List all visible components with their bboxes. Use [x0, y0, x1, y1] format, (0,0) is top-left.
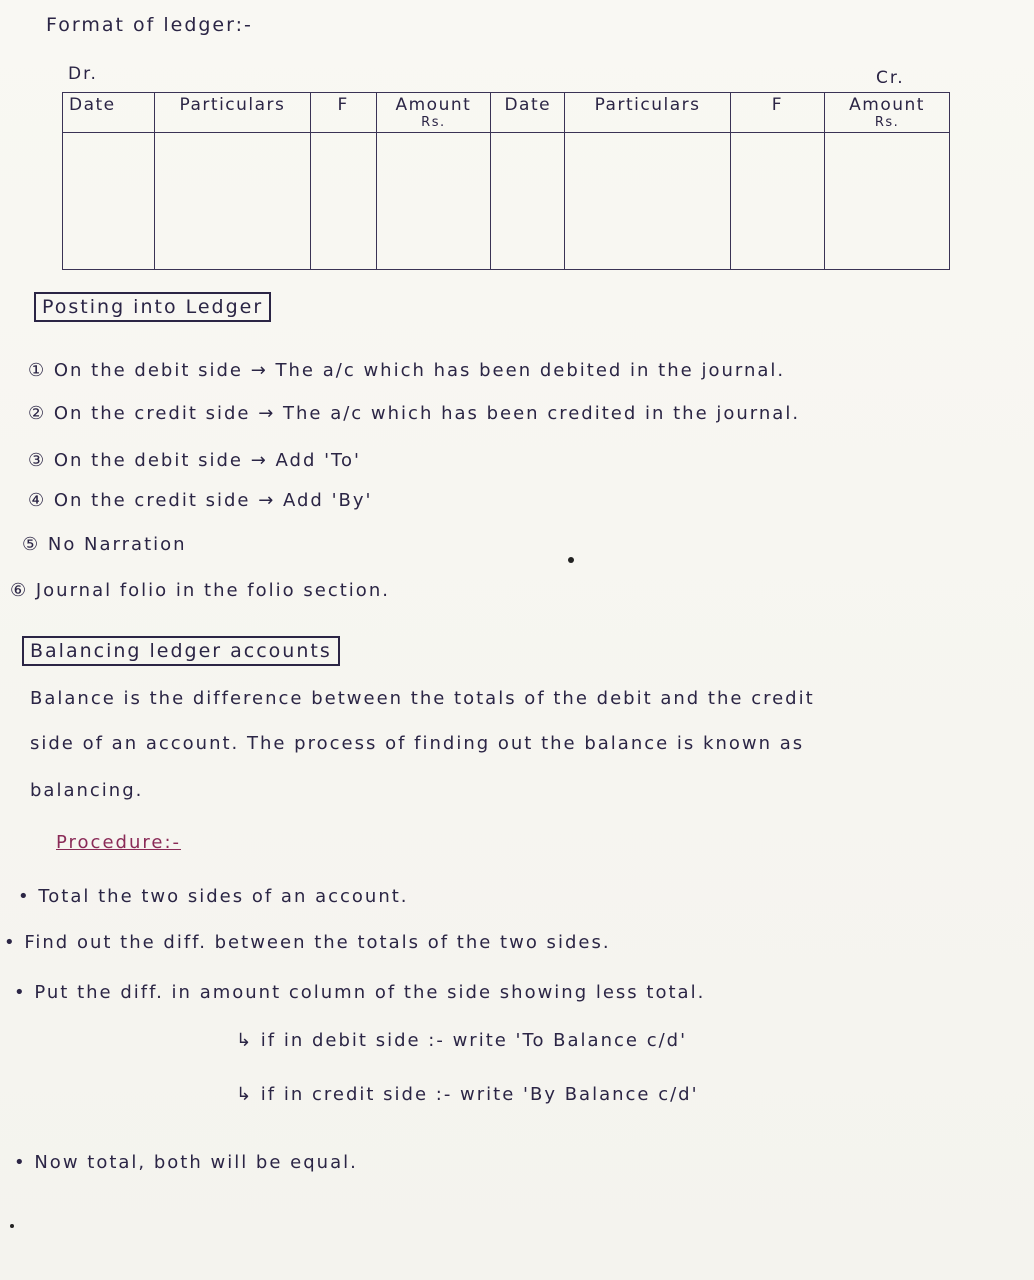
- col-amount-cr-currency: Rs.: [874, 115, 900, 130]
- col-amount-dr-label: Amount: [395, 95, 472, 115]
- ledger-empty-row: [63, 133, 950, 270]
- col-date-dr: Date: [63, 93, 155, 133]
- col-folio-dr: F: [310, 93, 376, 133]
- procedure-step-2: • Find out the diff. between the totals of the two sides.: [4, 932, 611, 953]
- dr-label: Dr.: [68, 64, 98, 84]
- ink-dot: [568, 557, 574, 563]
- col-amount-cr: [825, 93, 950, 133]
- col-particulars-dr: Particulars: [155, 93, 310, 133]
- posting-item-1: ① On the debit side → The a/c which has been debited in the journal.: [28, 360, 786, 381]
- balancing-title: Balancing ledger accounts: [22, 636, 340, 666]
- page-heading: Format of ledger:-: [46, 14, 253, 36]
- posting-item-4: ④ On the credit side → Add 'By': [28, 490, 373, 511]
- col-amount-dr-currency: Rs.: [421, 115, 446, 130]
- ink-dot-small: [10, 1224, 14, 1228]
- posting-item-3: ③ On the debit side → Add 'To': [28, 450, 361, 471]
- col-amount-dr: [376, 93, 491, 133]
- procedure-step-1: • Total the two sides of an account.: [18, 886, 409, 907]
- procedure-final-step: • Now total, both will be equal.: [14, 1152, 358, 1173]
- ledger-format-table: [62, 92, 950, 270]
- balancing-def-line-2: side of an account. The process of finding out the balance is known as: [30, 733, 805, 754]
- procedure-sub-step-debit: ↳ if in debit side :- write 'To Balance c/d': [236, 1030, 688, 1051]
- procedure-sub-step-credit: ↳ if in credit side :- write 'By Balance c/d': [236, 1084, 699, 1105]
- ledger-header-row: [63, 93, 950, 133]
- balancing-def-line-3: balancing.: [30, 780, 144, 801]
- col-particulars-cr: Particulars: [565, 93, 730, 133]
- procedure-step-3: • Put the diff. in amount column of the side showing less total.: [14, 982, 706, 1003]
- posting-title: Posting into Ledger: [34, 292, 271, 322]
- col-amount-cr-label: Amount: [849, 95, 925, 115]
- posting-item-5: ⑤ No Narration: [22, 534, 187, 555]
- col-folio-cr: F: [730, 93, 824, 133]
- posting-item-6: ⑥ Journal folio in the folio section.: [10, 580, 390, 601]
- procedure-label: Procedure:-: [56, 832, 181, 853]
- posting-item-2: ② On the credit side → The a/c which has been credited in the journal.: [28, 403, 801, 424]
- balancing-def-line-1: Balance is the difference between the totals of the debit and the credit: [30, 688, 815, 709]
- col-date-cr: Date: [491, 93, 565, 133]
- cr-label: Cr.: [876, 68, 905, 88]
